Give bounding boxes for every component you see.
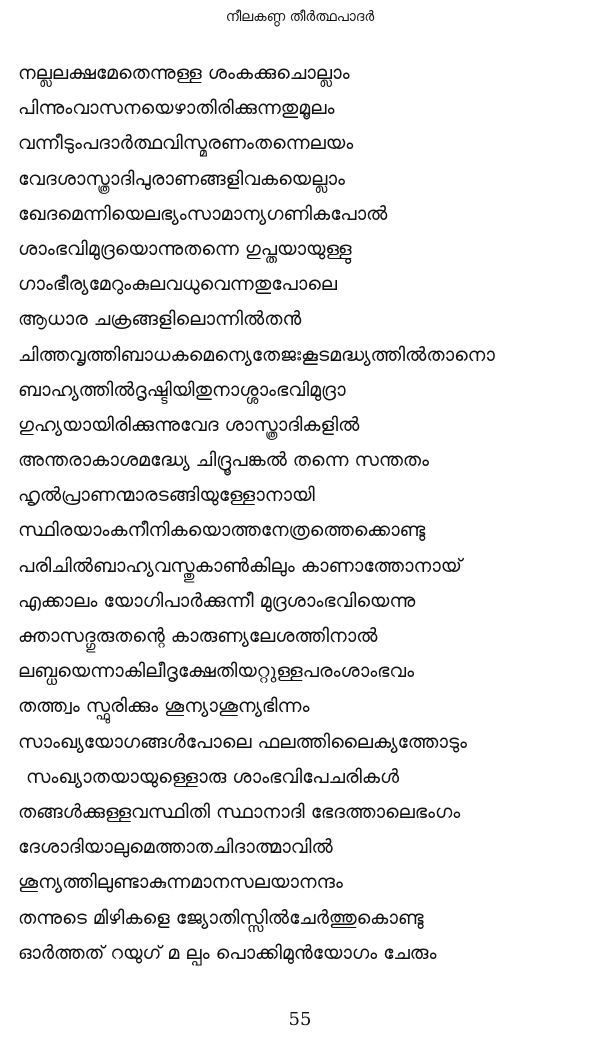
verse-line: ബാഹ്യത്തിൽദൃഷ്ടിയിതുനാശ്ശാംഭവിമുദ്രാ bbox=[18, 378, 346, 401]
verse-line: പരിചിൽബാഹ്യവസ്തുകാൺകിലും കാണാത്തോനായ് bbox=[18, 554, 462, 577]
verse-line: തങ്ങൾക്കുള്ളവസ്ഥിതി സ്ഥാനാദി ഭേദത്താലെഭംഗം bbox=[18, 800, 461, 823]
verse-line: നല്ലലക്ഷമേതെന്നുള്ള ശംകക്കുചൊല്ലാം bbox=[18, 62, 350, 84]
verse-line: ഗാംഭീര്യമേറുംകുലവധുവെന്നതുപോലെ bbox=[18, 273, 338, 296]
verse-line: സാംഖ്യയോഗങ്ങൾപോലെ ഫലത്തിലൈക്യത്തോടും bbox=[18, 730, 467, 753]
verse-line: തത്ത്വം സ്ഫുരിക്കും ശൂന്യാശൂന്യഭിന്നം bbox=[18, 695, 310, 718]
verse-line: വന്നീടുംപദാർത്ഥവിസ്മരണംതന്നെലയം bbox=[18, 132, 354, 155]
verse-line: ശൂന്യത്തിലുണ്ടാകുന്നമാനസലയാനന്ദം bbox=[18, 871, 343, 894]
verse-line: ചിത്തവൃത്തിബാധകമെന്യെതേജഃകൂടമദ്ധ്യത്തിൽതാനൊ bbox=[18, 343, 495, 366]
verse-line: ഓർത്തത് റയുഗ് മ ല്പം പൊക്കിമുൻയോഗം ചേരും bbox=[18, 941, 437, 964]
verse-line: ശാംഭവിമുദ്രയൊന്നുതന്നെ ഗുപ്തയായുള്ളു bbox=[18, 237, 352, 260]
verse-line: എക്കാലം യോഗിപാർക്കുന്നീ മുദ്രശാംഭവിയെന്നു bbox=[18, 589, 416, 612]
verse-line: തന്നുടെ മിഴികളെ ജ്യോതിസ്സിൽചേർത്തുകൊണ്ടു bbox=[18, 906, 424, 929]
verse-line: സ്ഥിരയാംകനീനികയൊത്തനേത്രത്തെക്കൊണ്ടു bbox=[18, 519, 426, 542]
verse-line: ഖേദമെന്നിയെലഭ്യംസാമാന്യഗണികപോൽ bbox=[18, 202, 388, 225]
verse-line: അന്തരാകാശമദ്ധ്യേ ചിദ്രൂപങ്കൽ തന്നെ സന്തതം bbox=[18, 449, 429, 472]
verse-line: വേദശാസ്ത്രാദിപുരാണങ്ങളിവകയെല്ലാം bbox=[18, 167, 345, 190]
verse-line: ക്താസദ്ഗുരുതന്റെ കാരുണ്യലേശത്തിനാൽ bbox=[18, 625, 378, 647]
verse-line: സംഖ്യാതയായുള്ളൊരു ശാംഭവിപേചരികൾ bbox=[26, 765, 400, 788]
verse-line: ദേശാദിയാലുമെത്താതചിദാത്മാവിൽ bbox=[18, 836, 333, 859]
running-header: നീലകണ്ഠ തീർത്ഥപാദർ bbox=[225, 9, 375, 25]
verse-line: പിന്നുംവാസനയെഴാതിരിക്കുന്നതുമൂലം bbox=[18, 97, 335, 120]
verse-line: ഹൃൽപ്രാണന്മാരടങ്ങിയുള്ളോനായി bbox=[18, 484, 315, 507]
verse-line: ഗുഹ്യയായിരിക്കുന്നുവേദ ശാസ്ത്രാദികളിൽ bbox=[18, 413, 360, 436]
verse-block bbox=[18, 56, 588, 971]
page-number: 55 bbox=[288, 1009, 312, 1030]
verse-line: ലബ്ധയെന്നാകിലീദൃക്ഷേതിയറ്റുള്ളപരംശാംഭവം bbox=[18, 660, 415, 683]
verse-line: ആധാര ചക്രങ്ങളിലൊന്നിൽതൻ bbox=[18, 308, 302, 331]
